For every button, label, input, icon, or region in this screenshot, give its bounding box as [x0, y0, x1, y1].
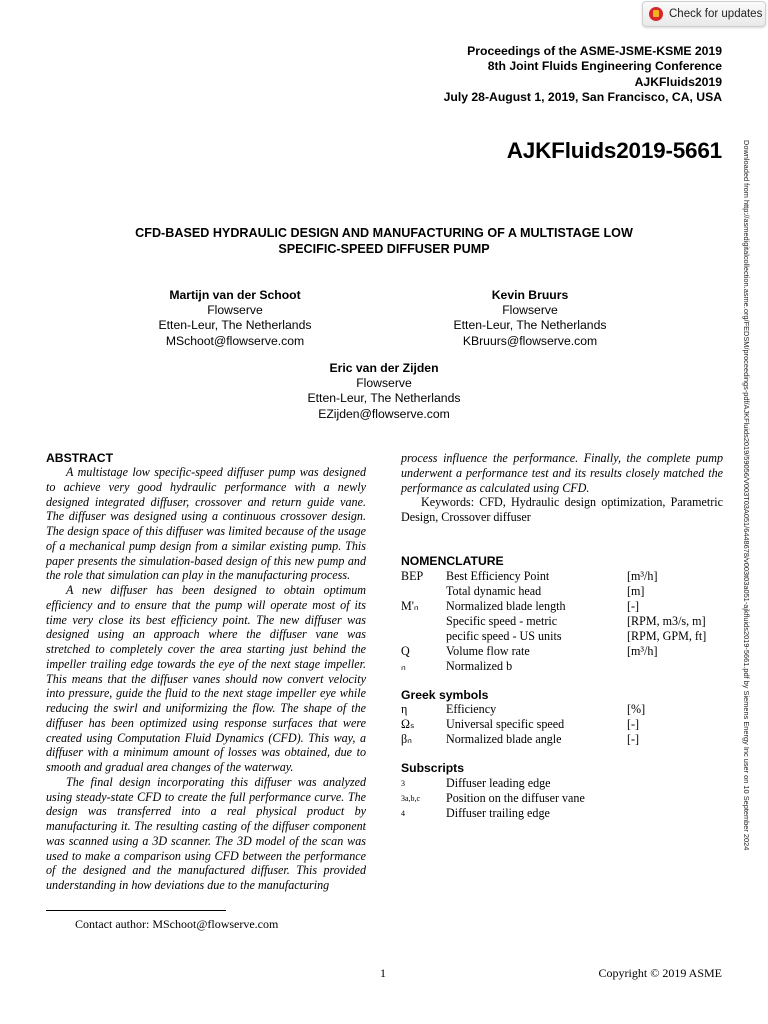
unit: [-] — [627, 732, 640, 747]
nomenclature-row — [401, 659, 723, 674]
unit: [m] — [627, 583, 645, 598]
nomenclature-row — [401, 702, 723, 717]
nomenclature-row — [401, 717, 723, 732]
download-notice-text: Downloaded from http://asmedigitalcollection.asme.org/FEDSM/proceedings-pdf/AJKFluids2019/59056/V003T03A051/6448678/v003t03a051-ajkfluids2019-5661.pdf by Siemens Energy Inc user on 10 September 2024 — [742, 140, 751, 851]
author-name: Kevin Bruurs — [491, 288, 569, 302]
description: Diffuser trailing edge — [446, 806, 550, 820]
nomenclature-list — [401, 569, 723, 674]
nomenclature-row — [401, 599, 723, 614]
proceedings-line: Proceedings of the ASME-JSME-KSME 2019 — [467, 44, 722, 58]
author-org: Flowserve — [207, 303, 263, 318]
description: Efficiency — [446, 702, 497, 717]
description: pecific speed - US units — [446, 628, 562, 643]
nomenclature-row — [401, 629, 723, 644]
paper-id: AJKFluids2019-5661 — [506, 138, 722, 163]
author-block — [120, 288, 350, 349]
description: Normalized b — [446, 658, 513, 673]
unit: [RPM, m3/s, m] — [627, 613, 706, 628]
subscripts-heading: Subscripts — [401, 761, 464, 776]
paper-title — [80, 225, 688, 257]
greek-symbols-list — [401, 702, 723, 747]
subscripts-list — [401, 776, 723, 821]
nomenclature-row — [401, 584, 723, 599]
author-name: Martijn van der Schoot — [169, 288, 301, 302]
description: Best Efficiency Point — [446, 568, 550, 583]
author-email: KBruurs@flowserve.com — [462, 333, 598, 348]
title-line: SPECIFIC-SPEED DIFFUSER PUMP — [278, 242, 490, 256]
footnote-divider — [46, 910, 226, 911]
author-location: Etten-Leur, The Netherlands — [158, 318, 312, 333]
right-column — [401, 451, 723, 821]
nomenclature-row — [401, 791, 723, 806]
check-for-updates-button[interactable] — [642, 1, 766, 27]
copyright: Copyright © 2019 ASME — [598, 966, 722, 980]
unit: [m³/h] — [627, 568, 658, 583]
description: Total dynamic head — [446, 583, 542, 598]
nomenclature-heading: NOMENCLATURE — [401, 553, 504, 568]
unit: [-] — [627, 598, 640, 613]
nomenclature-row — [401, 569, 723, 584]
symbol: βₙ — [401, 732, 412, 747]
symbol: 4 — [401, 809, 405, 818]
abstract-paragraph: A new diffuser has been designed to obtain optimum efficiency and to ensure that the pump will operate most of its time very close its best efficiency point. The new diffuser was designed using an approach where the diffuser vane was stretched to completely cover the area starting just behind the impeller trailing edge towards the eye of the next stage impeller. This means that the diffuser vanes should now convert velocity into pressure, guide the fluid to the next stage impeller eye while reducing the swirl and uniformizing the flow. The shape of the diffuser has been optimized using response surfaces that were created using Computation Fluid Dynamics (CFD). This way, a diffuser with a minimum amount of losses was obtained, due to smooth and gradual area changes of the waterway. — [46, 583, 366, 774]
symbol: ₙ — [401, 658, 406, 673]
unit: [%] — [627, 702, 646, 717]
symbol: M'ₙ — [401, 598, 419, 613]
description: Normalized blade length — [446, 598, 566, 613]
nomenclature-row — [401, 732, 723, 747]
abstract-paragraph: The final design incorporating this diffuser was analyzed using steady-state CFD to create the full performance curve. The design was transferred into a real physical product by manufacturing it. The resulting casting of the diffuser component was scanned using a 3D scanner. The 3D model of the scan was used to make a comparison using CFD between the performance of the designed and the manufactured diffuser. This provided understanding in how deviations due to the manufacturing — [46, 774, 366, 892]
author-block — [415, 288, 645, 349]
nomenclature-row — [401, 806, 723, 821]
footnote: Contact author: MSchoot@flowserve.com — [75, 917, 279, 931]
abstract-heading: ABSTRACT — [46, 451, 114, 465]
keywords: Keywords: CFD, Hydraulic design optimization, Parametric Design, Crossover diffuser — [401, 495, 723, 524]
greek-symbols-heading: Greek symbols — [401, 687, 489, 702]
description: Normalized blade angle — [446, 732, 562, 747]
proceedings-header — [444, 44, 722, 105]
description: Position on the diffuser vane — [446, 791, 585, 805]
download-notice — [741, 140, 751, 900]
proceedings-line: 8th Joint Fluids Engineering Conference — [487, 59, 722, 74]
unit: [RPM, GPM, ft] — [627, 628, 707, 643]
nomenclature-row — [401, 644, 723, 659]
author-org: Flowserve — [356, 376, 412, 391]
nomenclature-row — [401, 776, 723, 791]
proceedings-line: July 28-August 1, 2019, San Francisco, CA, USA — [443, 89, 722, 104]
symbol: Ωₛ — [401, 717, 415, 732]
author-name: Eric van der Zijden — [329, 361, 439, 375]
symbol: BEP — [401, 568, 424, 583]
author-block — [269, 361, 499, 422]
nomenclature-row — [401, 614, 723, 629]
symbol: Q — [401, 643, 410, 658]
symbol: η — [401, 702, 408, 717]
left-column — [46, 451, 366, 893]
abstract-paragraph-continued: process influence the performance. Finally, the complete pump underwent a performance test and its results closely matched the performance as calculated using CFD. — [401, 451, 723, 495]
unit: [m³/h] — [627, 643, 658, 658]
crossmark-icon — [649, 7, 663, 21]
title-line: CFD-BASED HYDRAULIC DESIGN AND MANUFACTURING OF A MULTISTAGE LOW — [135, 226, 633, 240]
description: Specific speed - metric — [446, 613, 558, 628]
description: Universal specific speed — [446, 717, 565, 732]
check-for-updates-label: Check for updates — [669, 8, 763, 20]
author-org: Flowserve — [502, 303, 558, 318]
symbol: 3a,b,c — [401, 794, 421, 803]
author-email: EZijden@flowserve.com — [318, 406, 450, 421]
unit: [-] — [627, 717, 640, 732]
symbol: 3 — [401, 779, 405, 788]
abstract-paragraph: A multistage low specific-speed diffuser pump was designed to achieve very good hydraulic performance with a newly designed integrated diffuser, crossover and return guide vane. The diffuser was designed using a continuous crossover design. The design space of this diffuser was limited because of the usage of a mechanical pump design from a similar existing pump. This paper presents the simulation-based design of this new pump and the role that simulation can play in the manufacturing process. — [46, 465, 366, 583]
page-number: 1 — [380, 966, 386, 980]
author-email: MSchoot@flowserve.com — [165, 333, 305, 348]
proceedings-line: AJKFluids2019 — [634, 74, 722, 89]
author-location: Etten-Leur, The Netherlands — [307, 391, 461, 406]
description: Diffuser leading edge — [446, 776, 551, 790]
description: Volume flow rate — [446, 643, 530, 658]
author-location: Etten-Leur, The Netherlands — [453, 318, 607, 333]
